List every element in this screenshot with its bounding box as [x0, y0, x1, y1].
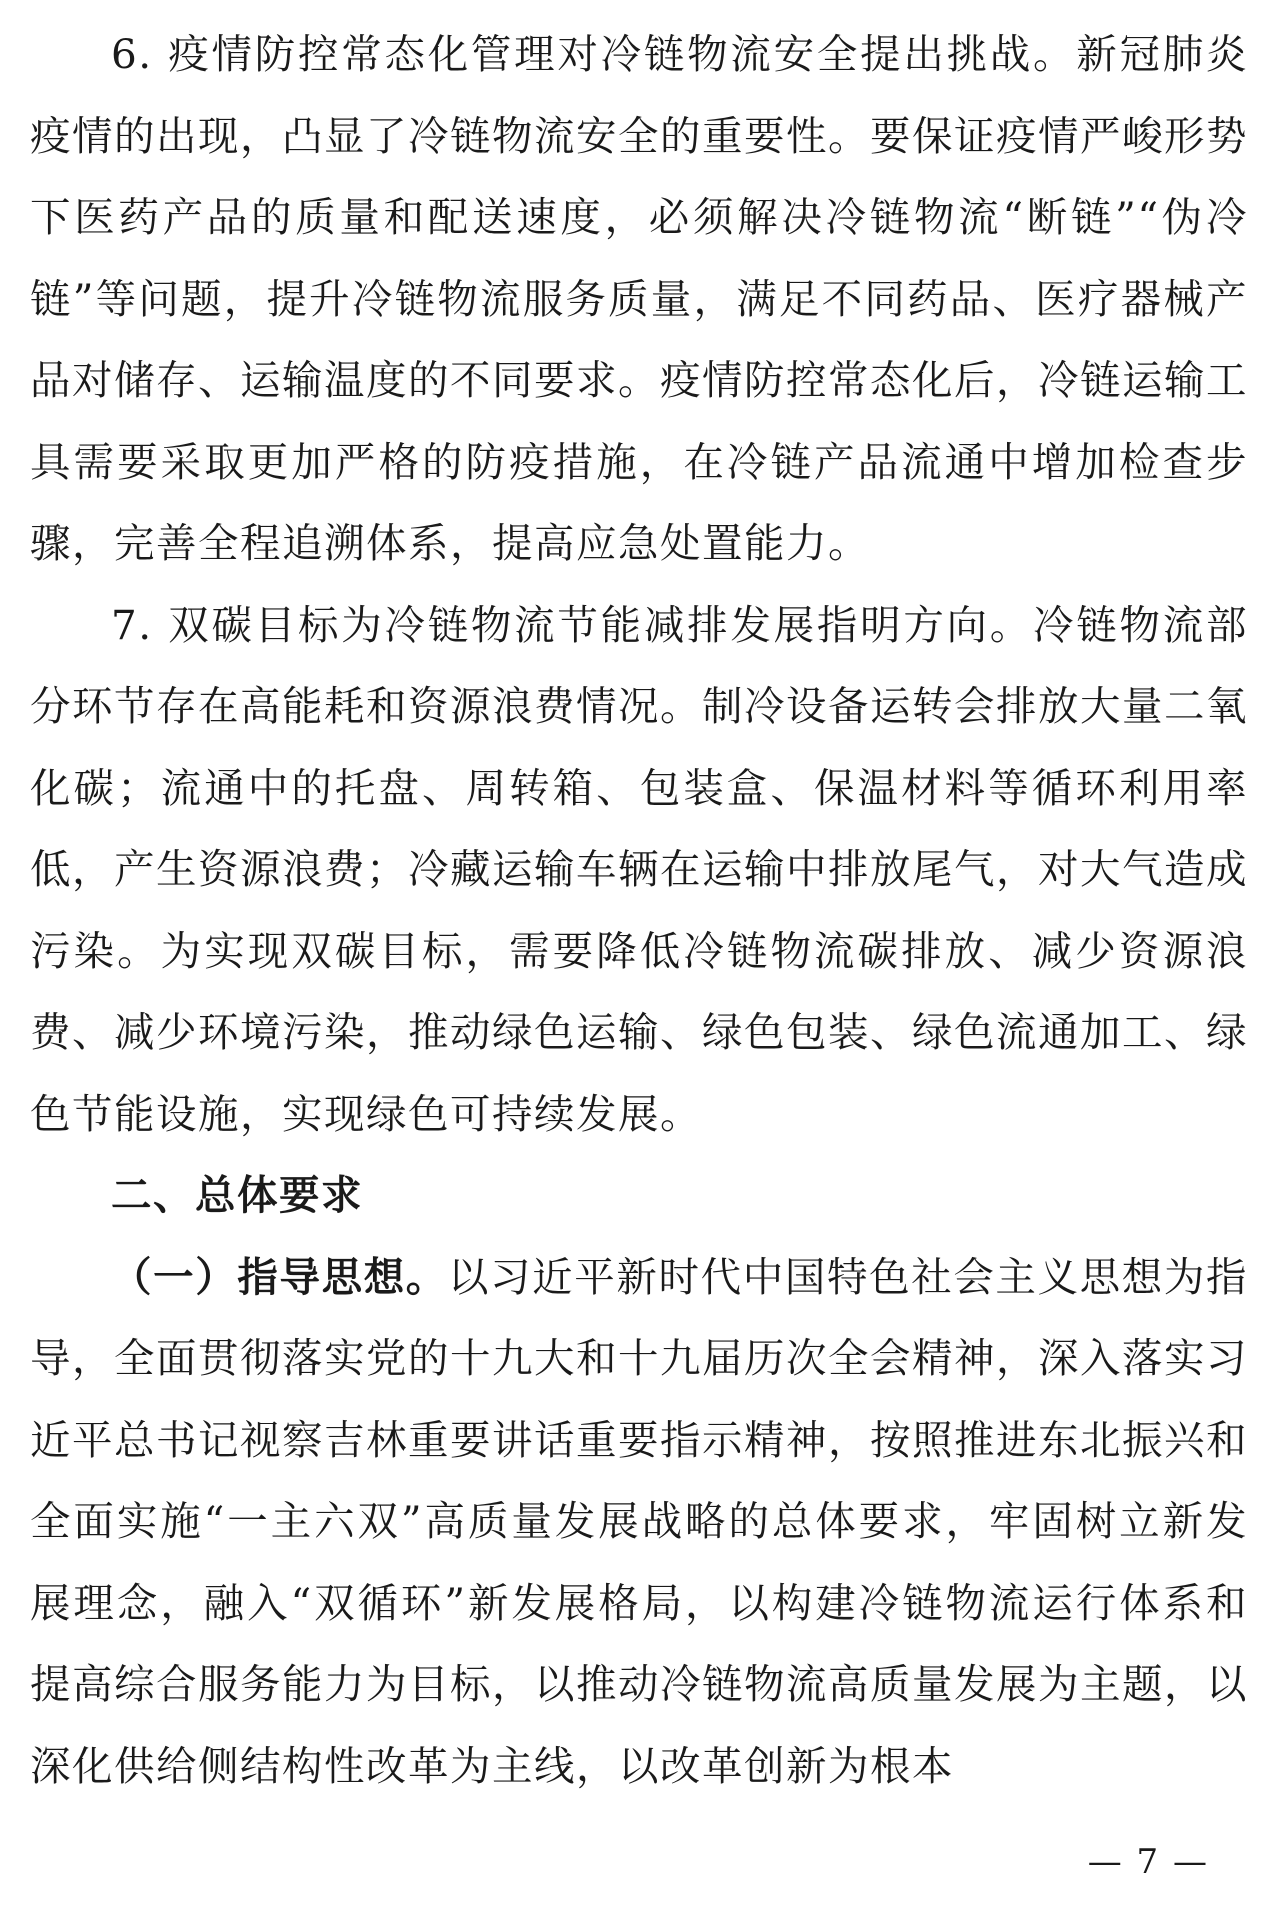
guiding-ideology-lead: （一）指导思想。: [111, 1252, 448, 1301]
paragraph-7: 7. 双碳目标为冷链物流节能减排发展指明方向。冷链物流部分环节存在高能耗和资源浪费情况。制冷设备运转会排放大量二氧化碳；流通中的托盘、周转箱、包装盒、保温材料等循环利用率低，产生资源浪费；冷藏运输车辆在运输中排放尾气，对大气造成污染。为实现双碳目标，需要降低冷链物流碳排放、减少资源浪费、减少环境污染，推动绿色运输、绿色包装、绿色流通加工、绿色节能设施，实现绿色可持续发展。: [30, 600, 1248, 1138]
page-number: — 7 —: [1087, 1842, 1209, 1882]
guiding-ideology-paragraph: [30, 1237, 1248, 1808]
guiding-ideology-body: 以习近平新时代中国特色社会主义思想为指导，全面贯彻落实党的十九大和十九届历次全会精神，深入落实习近平总书记视察吉林重要讲话重要指示精神，按照推进东北振兴和全面实施“一主六双”高质量发展战略的总体要求，牢固树立新发展理念，融入“双循环”新发展格局，以构建冷链物流运行体系和提高综合服务能力为目标，以推动冷链物流高质量发展为主题，以深化供给侧结构性改革为主线，以改革创新为根本: [30, 1252, 1249, 1790]
document-page: [30, 14, 1248, 1807]
paragraph-6: 6. 疫情防控常态化管理对冷链物流安全提出挑战。新冠肺炎疫情的出现，凸显了冷链物流安全的重要性。要保证疫情严峻形势下医药产品的质量和配送速度，必须解决冷链物流“断链”“伪冷链”等问题，提升冷链物流服务质量，满足不同药品、医疗器械产品对储存、运输温度的不同要求。疫情防控常态化后，冷链运输工具需要采取更加严格的防疫措施，在冷链产品流通中增加检查步骤，完善全程追溯体系，提高应急处置能力。: [30, 30, 1248, 567]
section-heading: 二、总体要求: [111, 1171, 363, 1219]
